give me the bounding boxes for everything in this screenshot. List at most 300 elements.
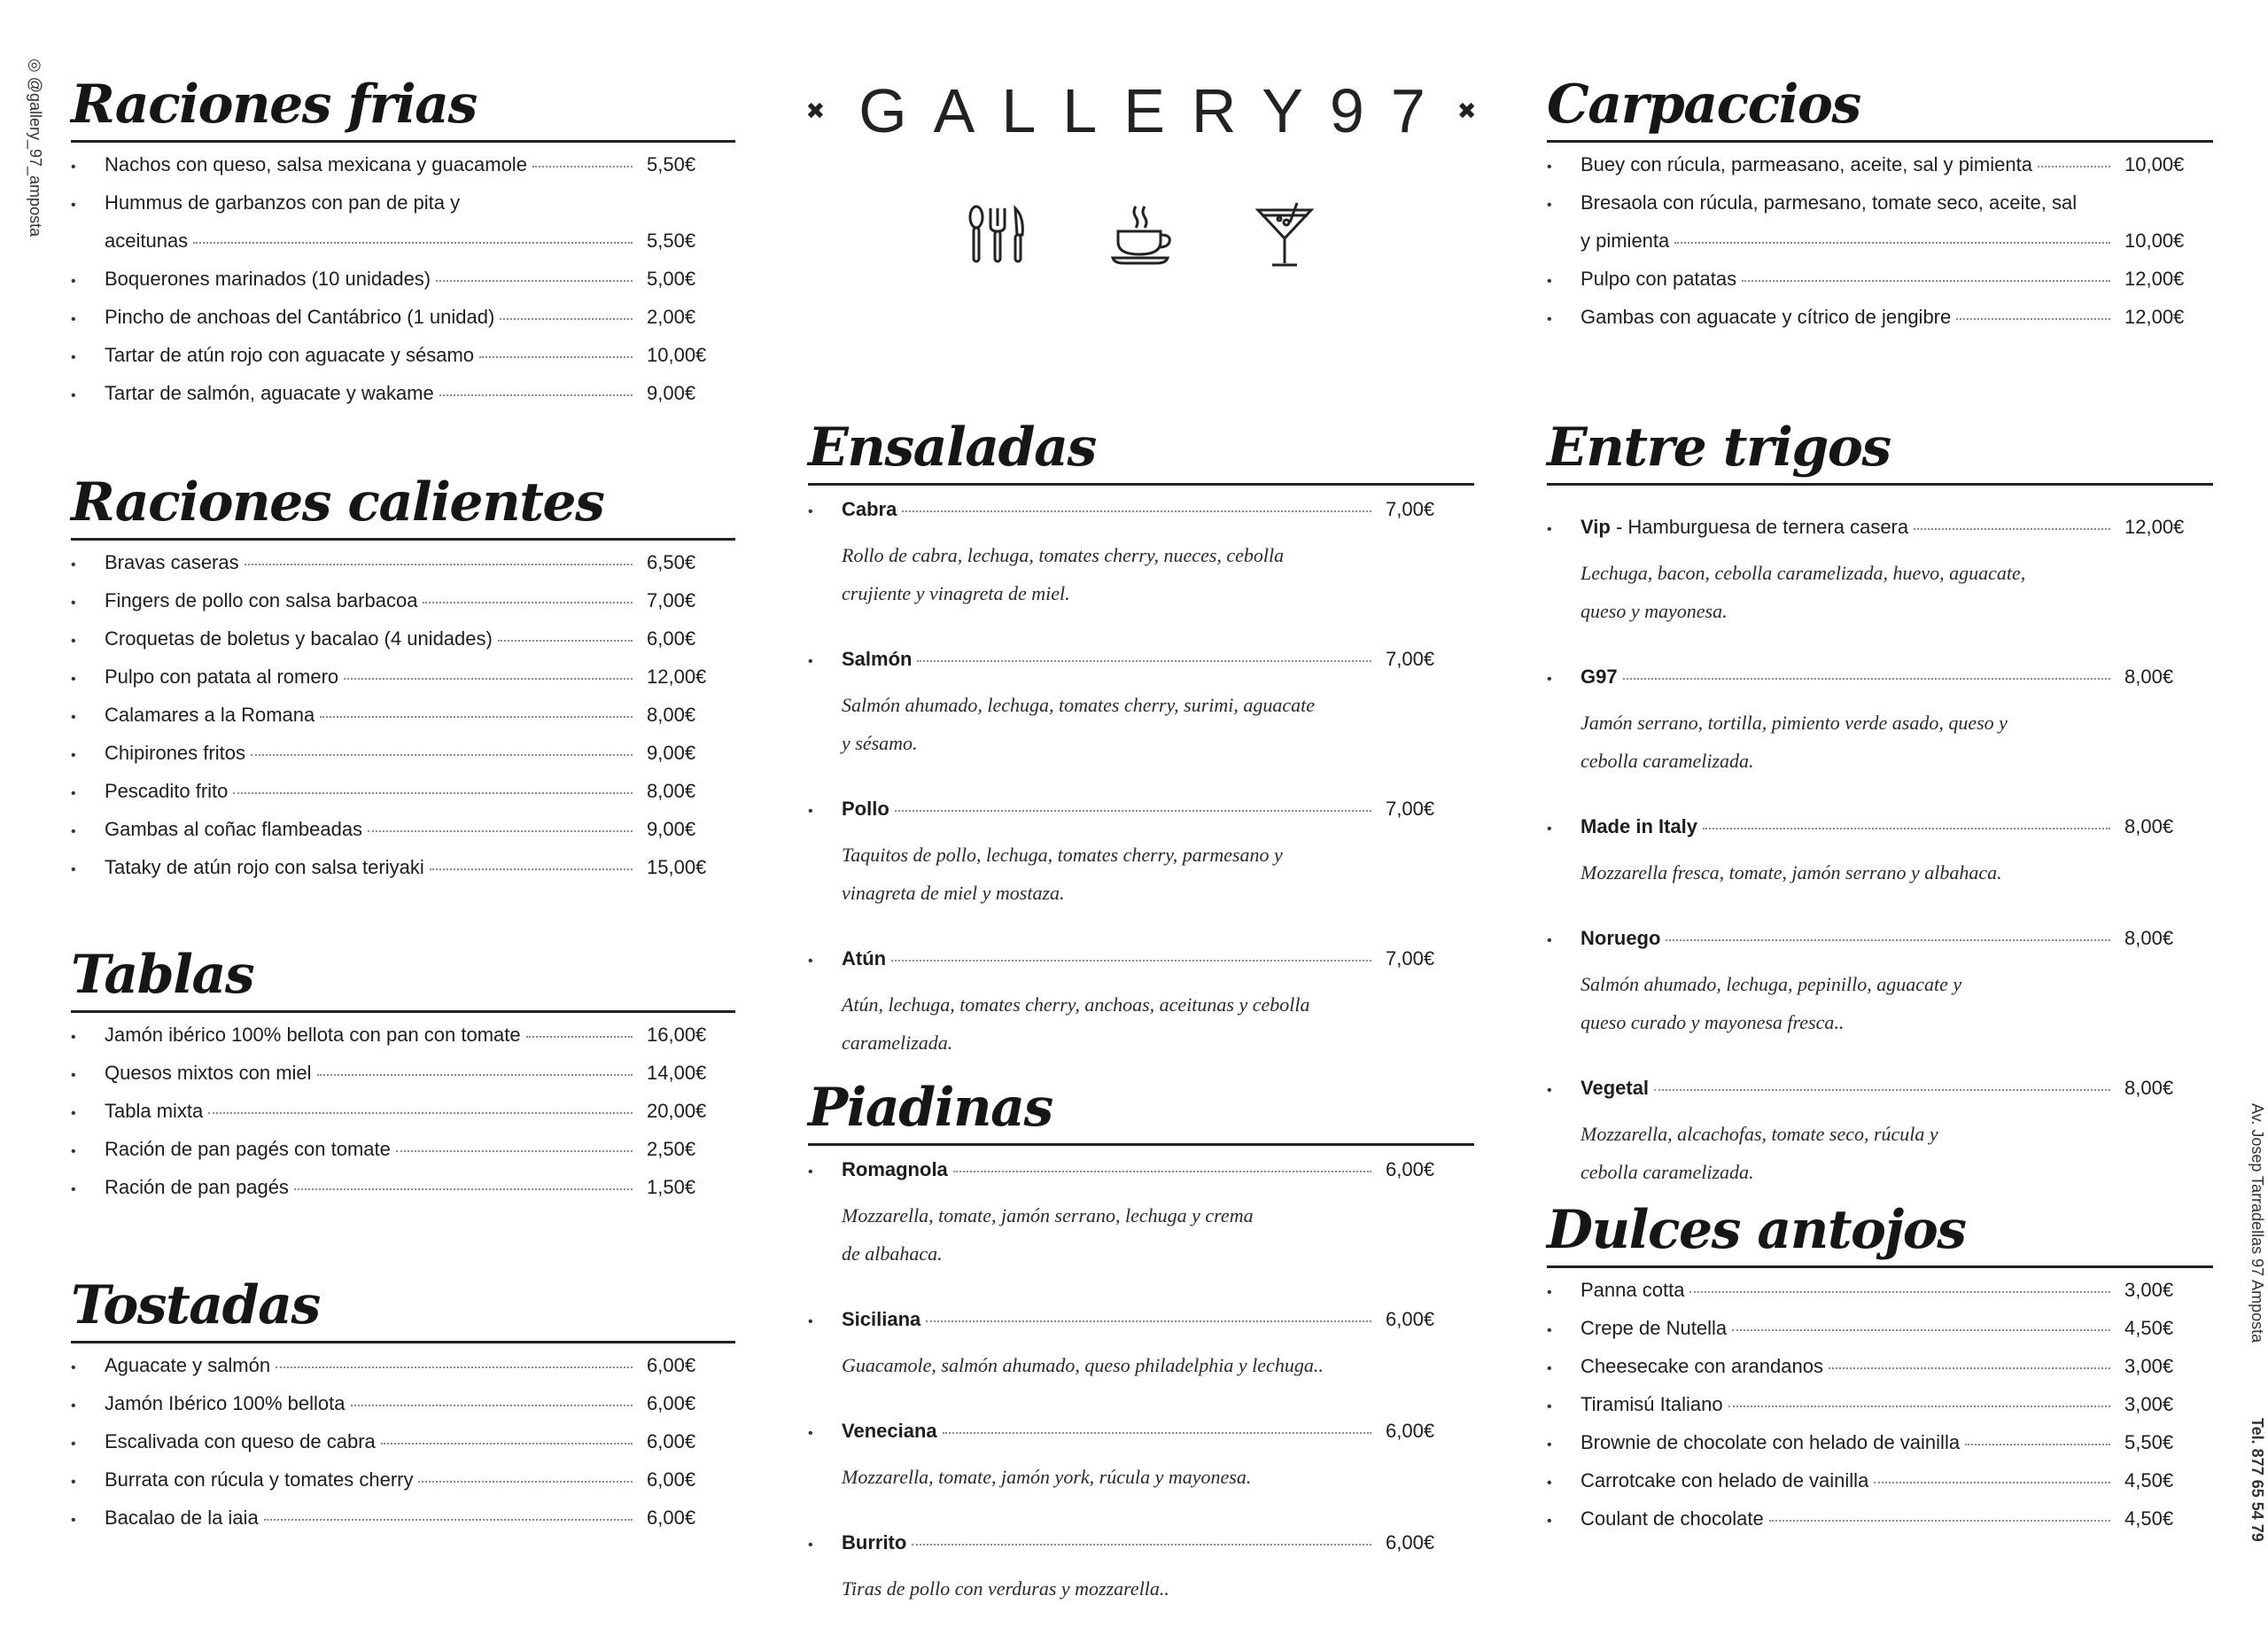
item-price: 7,00€	[1386, 498, 1435, 520]
menu-item-row	[808, 947, 1474, 985]
item-title: G97	[1581, 666, 1618, 688]
menu-item-row	[1547, 153, 2213, 191]
bullet-icon: •	[1547, 1285, 1552, 1300]
section-raciones-frias	[71, 69, 735, 420]
item-name	[1581, 815, 1697, 838]
menu-item-row	[808, 1158, 1474, 1196]
leader-dots	[1829, 1367, 2110, 1369]
item-price: 5,50€	[647, 230, 696, 252]
item-name	[842, 1308, 920, 1331]
bullet-icon: •	[808, 654, 813, 669]
leader-dots	[943, 1431, 1371, 1434]
item-name	[105, 1062, 312, 1085]
item-title: Bacalao de la iaia	[105, 1507, 259, 1529]
bullet-icon: •	[1547, 933, 1552, 948]
cutlery-icon	[962, 199, 1033, 270]
item-title: Gambas al coñac flambeadas	[105, 818, 363, 840]
bullet-icon: •	[71, 350, 76, 365]
item-name: Bresaola con rúcula, parmesano, tomate seco, aceite, sal	[1581, 191, 2078, 214]
item-name	[1581, 153, 2032, 176]
item-title: Pollo	[842, 798, 889, 820]
item-description: Jamón serrano, tortilla, pimiento verde asado, queso y	[1581, 712, 2008, 734]
item-price: 7,00€	[1386, 947, 1435, 969]
leader-dots	[895, 809, 1371, 812]
item-price: 5,00€	[647, 268, 696, 290]
bullet-icon: •	[71, 1182, 76, 1197]
item-name	[105, 153, 527, 176]
menu-item-row	[71, 1468, 735, 1507]
item-title: Noruego	[1581, 927, 1661, 949]
bullet-icon: •	[71, 1068, 76, 1083]
bullet-icon: •	[71, 1398, 76, 1413]
item-name	[1581, 1469, 1868, 1492]
menu-item	[71, 268, 735, 306]
item-name-cont: y pimienta	[1581, 230, 1670, 252]
menu-item-row	[71, 589, 735, 627]
item-title: Coulant de chocolate	[1581, 1507, 1764, 1530]
menu-item-row	[808, 798, 1474, 836]
section-title: Tablas	[71, 939, 735, 1013]
item-name-cont: aceitunas	[105, 230, 189, 252]
menu-item	[1547, 1431, 2213, 1469]
item-title: Pescadito frito	[105, 780, 229, 802]
item-price: 7,00€	[1386, 648, 1435, 670]
item-price: 6,00€	[1386, 1158, 1435, 1180]
item-price: 7,00€	[647, 589, 696, 611]
item-price: 6,00€	[647, 627, 696, 650]
item-title: Made in Italy	[1581, 815, 1698, 837]
item-name	[842, 498, 897, 521]
menu-item	[71, 627, 735, 666]
menu-item	[71, 780, 735, 818]
item-name: Hummus de garbanzos con pan de pita y	[105, 191, 461, 214]
item-subtitle: - Hamburguesa de ternera casera	[1610, 516, 1909, 538]
leader-dots	[1732, 1328, 2110, 1331]
item-title: Vegetal	[1581, 1077, 1650, 1099]
menu-item-row	[1547, 815, 2213, 853]
leader-dots	[294, 1187, 633, 1190]
leader-dots	[1728, 1405, 2110, 1407]
bullet-icon: •	[71, 557, 76, 572]
item-price: 3,00€	[2124, 1355, 2174, 1377]
menu-item	[1547, 1279, 2213, 1317]
item-title: Tataky de atún rojo con salsa teriyaki	[105, 856, 424, 878]
leader-dots	[245, 563, 633, 565]
item-title: Quesos mixtos con miel	[105, 1062, 312, 1084]
leader-dots	[351, 1404, 633, 1406]
leader-dots	[320, 715, 633, 718]
item-name	[105, 1392, 346, 1415]
menu-item-row	[1547, 191, 2213, 230]
item-title: Salmón	[842, 648, 913, 670]
bullet-icon: •	[1547, 672, 1552, 687]
menu-item-row-cont	[71, 230, 735, 268]
item-price: 20,00€	[647, 1100, 707, 1122]
menu-list	[71, 1024, 735, 1214]
leader-dots	[1742, 279, 2110, 282]
bullet-icon: •	[808, 1164, 813, 1180]
item-name	[105, 268, 431, 291]
leader-dots	[344, 677, 633, 680]
item-price: 12,00€	[647, 666, 707, 688]
item-price: 10,00€	[647, 344, 707, 366]
item-name	[1581, 1355, 1823, 1378]
item-price: 14,00€	[647, 1062, 707, 1084]
item-description: caramelizada.	[842, 1032, 953, 1054]
brand-mark-right-icon: ✖	[1456, 97, 1477, 124]
leader-dots	[2038, 165, 2110, 167]
item-title: Brownie de chocolate con helado de vainilla	[1581, 1431, 1961, 1453]
bullet-icon: •	[1547, 274, 1552, 289]
menu-item	[71, 344, 735, 382]
item-name	[842, 947, 886, 970]
leader-dots	[902, 510, 1371, 512]
brand-name: GALLERY97	[858, 76, 1452, 145]
leader-dots	[479, 355, 633, 358]
item-title: Jamón ibérico 100% bellota con pan con tomate	[105, 1024, 521, 1046]
menu-item	[1547, 1317, 2213, 1355]
menu-item	[1547, 306, 2213, 344]
item-name	[1581, 1507, 1764, 1530]
item-title: Burrito	[842, 1531, 907, 1553]
item-description: Lechuga, bacon, cebolla caramelizada, huevo, aguacate,	[1581, 562, 2026, 584]
item-name	[105, 589, 417, 612]
item-name	[842, 648, 912, 671]
item-name	[1581, 666, 1618, 689]
menu-item	[71, 1138, 735, 1176]
item-price: 9,00€	[647, 382, 696, 404]
item-price: 12,00€	[2124, 516, 2185, 538]
section-title: Tostadas	[71, 1270, 735, 1343]
menu-list	[808, 498, 1474, 1062]
leader-dots	[436, 279, 633, 282]
item-name	[105, 1024, 521, 1047]
leader-dots	[208, 1111, 633, 1114]
item-title: Escalivada con queso de cabra	[105, 1430, 376, 1452]
item-description: crujiente y vinagreta de miel.	[842, 582, 1070, 604]
menu-list	[1547, 1279, 2213, 1546]
menu-item	[808, 947, 1474, 1062]
menu-item	[1547, 153, 2213, 191]
bullet-icon: •	[71, 274, 76, 289]
bullet-icon: •	[71, 672, 76, 687]
menu-item-row	[71, 268, 735, 306]
bullet-icon: •	[71, 1437, 76, 1452]
menu-item	[808, 1531, 1474, 1608]
item-name	[105, 1176, 289, 1199]
leader-dots	[264, 1518, 633, 1521]
bullet-icon: •	[808, 954, 813, 969]
menu-item-row	[1547, 1469, 2213, 1507]
menu-item-row	[71, 153, 735, 191]
bullet-icon: •	[1547, 312, 1552, 327]
menu-item	[1547, 666, 2213, 780]
section-carpaccios	[1547, 69, 2213, 344]
bullet-icon: •	[1547, 1361, 1552, 1376]
menu-item	[1547, 191, 2213, 268]
leader-dots	[1769, 1519, 2110, 1522]
section-title: Entre trigos	[1547, 412, 2213, 486]
leader-dots	[498, 639, 633, 642]
section-title: Raciones frias	[71, 69, 735, 143]
item-description: Salmón ahumado, lechuga, tomates cherry, surimi, aguacate	[842, 694, 1316, 716]
item-description: Tiras de pollo con verduras y mozzarella..	[842, 1577, 1169, 1600]
item-name	[105, 780, 228, 803]
item-name	[105, 1354, 270, 1377]
item-price: 10,00€	[2124, 153, 2185, 175]
item-price: 3,00€	[2124, 1393, 2174, 1415]
item-name	[1581, 1077, 1649, 1100]
item-title: Jamón Ibérico 100% bellota	[105, 1392, 346, 1414]
item-name	[105, 1138, 391, 1161]
menu-item-row	[71, 191, 735, 230]
item-title: Veneciana	[842, 1420, 937, 1442]
item-name	[1581, 1431, 1960, 1454]
menu-item-row	[808, 1531, 1474, 1569]
item-description: Rollo de cabra, lechuga, tomates cherry, nueces, cebolla	[842, 544, 1285, 566]
item-price: 2,00€	[647, 306, 696, 328]
leader-dots	[276, 1366, 633, 1368]
menu-item	[71, 306, 735, 344]
item-description: queso y mayonesa.	[1581, 600, 1728, 622]
item-title: Gambas con aguacate y cítrico de jengibre	[1581, 306, 1952, 328]
item-price: 8,00€	[2124, 815, 2174, 837]
item-price: 6,00€	[1386, 1308, 1435, 1330]
address: Av. Josep Tarradellas 97 Amposta	[2249, 1103, 2266, 1343]
brand-mark-left-icon: ✖	[805, 97, 826, 124]
section-title: Ensaladas	[808, 412, 1474, 486]
menu-item	[1547, 815, 2213, 892]
menu-item-row	[71, 382, 735, 420]
menu-item	[71, 191, 735, 268]
item-description: Mozzarella, tomate, jamón serrano, lechuga y crema	[842, 1204, 1254, 1226]
menu-item-row	[71, 742, 735, 780]
menu-item	[1547, 1393, 2213, 1431]
menu-item	[71, 666, 735, 704]
item-name	[1581, 306, 1951, 329]
item-name	[105, 742, 245, 765]
menu-item-row	[71, 306, 735, 344]
section-dulces-antojos	[1547, 1195, 2213, 1546]
item-description: cebolla caramelizada.	[1581, 1161, 1754, 1183]
leader-dots	[418, 1480, 633, 1483]
menu-list	[1547, 516, 2213, 1191]
item-title: Atún	[842, 947, 887, 969]
item-title: Vip	[1581, 516, 1611, 538]
item-price: 6,00€	[647, 1354, 696, 1376]
brand-icons	[808, 199, 1474, 279]
menu-item	[1547, 927, 2213, 1041]
item-title: Crepe de Nutella	[1581, 1317, 1728, 1339]
item-name	[105, 818, 362, 841]
item-price: 9,00€	[647, 742, 696, 764]
leader-dots	[1703, 827, 2110, 829]
menu-item-row	[1547, 1077, 2213, 1115]
menu-item-row	[71, 704, 735, 742]
item-title: Bravas caseras	[105, 551, 239, 573]
section-title: Raciones calientes	[71, 467, 735, 541]
bullet-icon: •	[1547, 1437, 1552, 1452]
menu-item	[71, 1100, 735, 1138]
bullet-icon: •	[71, 1144, 76, 1159]
bullet-icon: •	[71, 1106, 76, 1121]
menu-item	[71, 1507, 735, 1545]
menu-item-row	[1547, 268, 2213, 306]
leader-dots	[381, 1442, 633, 1444]
bullet-icon: •	[71, 1030, 76, 1045]
leader-dots	[526, 1035, 633, 1038]
item-description: Atún, lechuga, tomates cherry, anchoas, aceitunas y cebolla	[842, 993, 1310, 1016]
leader-dots	[251, 753, 633, 756]
leader-dots	[1914, 527, 2110, 530]
leader-dots	[233, 791, 633, 794]
leader-dots	[1666, 938, 2110, 941]
menu-item-row	[71, 1176, 735, 1214]
item-name	[105, 1507, 259, 1530]
menu-item-row	[71, 1062, 735, 1100]
item-price: 6,00€	[647, 1468, 696, 1491]
leader-dots	[917, 659, 1371, 662]
menu-item-row	[808, 1308, 1474, 1346]
bullet-icon: •	[71, 388, 76, 403]
item-name	[105, 704, 315, 727]
item-title: Pulpo con patata al romero	[105, 666, 339, 688]
leader-dots	[1956, 317, 2110, 320]
menu-item-row	[1547, 1355, 2213, 1393]
item-price: 4,50€	[2124, 1507, 2174, 1530]
item-title: Ración de pan pagés	[105, 1176, 289, 1198]
menu-item	[71, 382, 735, 420]
item-price: 8,00€	[2124, 927, 2174, 949]
item-price: 2,50€	[647, 1138, 696, 1160]
leader-dots	[1874, 1481, 2110, 1483]
bullet-icon: •	[1547, 1083, 1552, 1098]
cocktail-icon	[1249, 199, 1320, 270]
item-price: 6,00€	[1386, 1531, 1435, 1553]
leader-dots	[1965, 1443, 2110, 1445]
menu-item	[71, 551, 735, 589]
bullet-icon: •	[808, 1426, 813, 1441]
bullet-icon: •	[1547, 1323, 1552, 1338]
bullet-icon: •	[71, 1475, 76, 1490]
item-title: Nachos con queso, salsa mexicana y guacamole	[105, 153, 527, 175]
item-title: Chipirones fritos	[105, 742, 245, 764]
menu-item-row	[71, 1354, 735, 1392]
item-name	[1581, 516, 1908, 539]
item-name	[105, 1430, 376, 1453]
leader-dots	[1654, 1088, 2110, 1091]
item-price: 8,00€	[2124, 666, 2174, 688]
item-title: Calamares a la Romana	[105, 704, 315, 726]
item-description: Mozzarella, tomate, jamón york, rúcula y mayonesa.	[842, 1466, 1252, 1488]
menu-item	[71, 1176, 735, 1214]
item-title: Ración de pan pagés con tomate	[105, 1138, 391, 1160]
menu-item	[71, 1024, 735, 1062]
leader-dots	[912, 1543, 1371, 1546]
item-description: y sésamo.	[842, 732, 918, 754]
menu-item	[71, 153, 735, 191]
leader-dots	[1674, 241, 2110, 244]
menu-item	[808, 1308, 1474, 1384]
item-price: 8,00€	[2124, 1077, 2174, 1099]
menu-item-row	[71, 1024, 735, 1062]
item-title: Buey con rúcula, parmeasano, aceite, sal y pimienta	[1581, 153, 2032, 175]
leader-dots	[1689, 1290, 2110, 1293]
item-description: cebolla caramelizada.	[1581, 750, 1754, 772]
leader-dots	[953, 1170, 1371, 1172]
item-title: Panna cotta	[1581, 1279, 1685, 1301]
item-name	[105, 551, 239, 574]
leader-dots	[891, 959, 1371, 962]
menu-item	[71, 742, 735, 780]
item-name	[1581, 927, 1660, 950]
item-name	[105, 666, 338, 689]
item-title: Burrata con rúcula y tomates cherry	[105, 1468, 414, 1491]
menu-item	[1547, 1507, 2213, 1546]
item-name	[105, 306, 494, 329]
leader-dots	[430, 868, 633, 870]
menu-item-row	[1547, 927, 2213, 965]
item-title: Aguacate y salmón	[105, 1354, 271, 1376]
leader-dots	[368, 829, 633, 832]
leader-dots	[532, 165, 633, 167]
item-price: 12,00€	[2124, 306, 2185, 328]
section-raciones-calientes	[71, 467, 735, 894]
menu-item	[71, 1354, 735, 1392]
menu-item	[808, 1420, 1474, 1496]
item-title: Fingers de pollo con salsa barbacoa	[105, 589, 418, 611]
menu-item-row	[71, 344, 735, 382]
bullet-icon: •	[808, 1314, 813, 1329]
bullet-icon: •	[71, 710, 76, 725]
item-price: 6,00€	[647, 1392, 696, 1414]
menu-item	[808, 1158, 1474, 1273]
menu-item	[71, 1062, 735, 1100]
menu-item-row-cont	[1547, 230, 2213, 268]
coffee-cup-icon	[1106, 199, 1177, 270]
menu-item-row	[1547, 1431, 2213, 1469]
item-price: 6,00€	[1386, 1420, 1435, 1442]
menu-list	[808, 1158, 1474, 1608]
instagram-handle: ◎ @gallery_97_amposta	[27, 58, 44, 237]
leader-dots	[193, 241, 633, 244]
item-name	[842, 1420, 937, 1443]
item-description: Salmón ahumado, lechuga, pepinillo, aguacate y	[1581, 973, 1962, 995]
menu-item	[1547, 516, 2213, 630]
item-price: 8,00€	[647, 704, 696, 726]
item-price: 12,00€	[2124, 268, 2185, 290]
item-price: 15,00€	[647, 856, 707, 878]
menu-item	[808, 648, 1474, 762]
menu-item-row	[71, 1100, 735, 1138]
item-price: 7,00€	[1386, 798, 1435, 820]
item-price: 5,50€	[647, 153, 696, 175]
item-title: Tartar de atún rojo con aguacate y sésamo	[105, 344, 475, 366]
item-name	[105, 344, 474, 367]
menu-item	[808, 798, 1474, 912]
menu-item-row	[71, 1430, 735, 1468]
menu-list	[71, 1354, 735, 1545]
item-name	[1581, 1317, 1727, 1340]
bullet-icon: •	[808, 804, 813, 819]
item-title: Tartar de salmón, aguacate y wakame	[105, 382, 434, 404]
menu-item-row	[808, 1420, 1474, 1458]
bullet-icon: •	[71, 748, 76, 763]
section-piadinas	[808, 1072, 1474, 1643]
bullet-icon: •	[1547, 160, 1552, 175]
menu-item	[1547, 1469, 2213, 1507]
item-description: queso curado y mayonesa fresca..	[1581, 1011, 1845, 1033]
